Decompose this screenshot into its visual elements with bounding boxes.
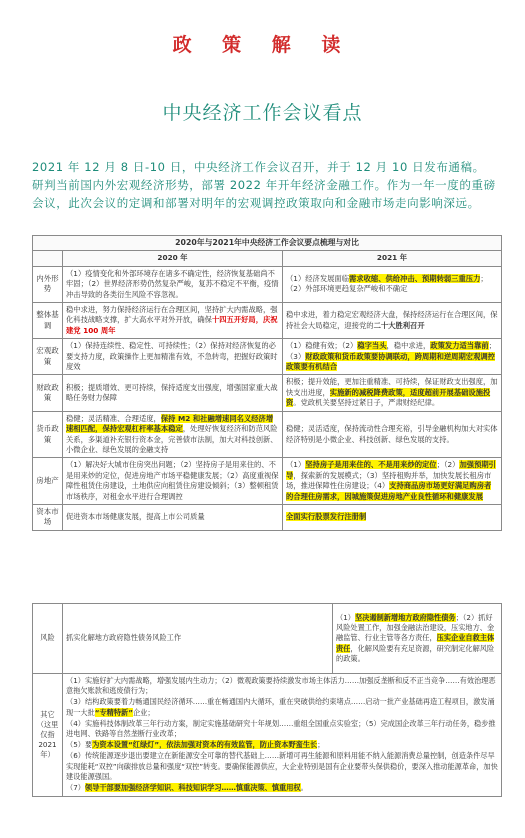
other-measures-list <box>63 674 502 797</box>
row-category: 财政政策 <box>33 375 63 411</box>
cell-2020: （1）解决好大城市住房突出问题；（2）坚持房子是用来住的、不是用来炒的定位，促进房地产市场平稳健康发展；（2）高度重视保障性租赁住房建设，土地供应向租赁住房建设倾斜；（3）整顿租赁市场秩序，对租金水平进行合理调控 <box>63 458 283 505</box>
table-row <box>33 604 502 674</box>
cell-2021: （1）稳健有效；（2）稳字当头，稳中求进，政策发力适当靠前；（3）财政政策和货币政策要协调联动，跨周期和逆周期宏观调控政策要有机结合 <box>283 339 502 375</box>
row-category: 风险 <box>33 604 63 674</box>
row-category: 其它（这里仅指 2021 年） <box>33 674 63 797</box>
row-category: 整体基调 <box>33 303 63 339</box>
table-row <box>33 266 502 302</box>
cell-2020: 稳中求进，努力保持经济运行在合理区间，坚持扩大内需战略，强化科技战略支撑，扩大高水平对外开放，确保十四五开好局，庆祝建党 100 周年 <box>63 303 283 339</box>
cell-2021: 稳健；灵活适度，保持流动性合理充裕，引导金融机构加大对实体经济特别是小微企业、科技创新、绿色发展的支持。 <box>283 411 502 458</box>
cell-2021: （1）坚决遏制新增地方政府隐性债务；（2）抓好风险处置工作，加强金融法治建设，压实地方、金融监管、行业主管等各方责任，压实企业自救主体责任，化解风险要有充足资源，研究制定化解风险的政策。 <box>333 604 502 674</box>
continued-table <box>32 603 502 797</box>
cell-2020: 促进资本市场健康发展，提高上市公司质量 <box>63 504 283 530</box>
table-row <box>33 504 502 530</box>
table-row <box>33 375 502 411</box>
list-item: （1）实施好扩大内需战略，增强发展内生动力；（2）微观政策要持续激发市场主体活力……加强反垄断和反不正当竞争……有效治理恶意拖欠账款和逃废债行为； <box>66 676 496 696</box>
table-corner <box>33 251 63 266</box>
list-item: （6）传统能源逐步退出要建立在新能源安全可靠的替代基础上……新增可再生能源和原料用能不纳入能源消费总量控制，创造条件尽早实现能耗“双控”向碳排放总量和强度“双控”转变。要确保能源供应，大企业特别是国有企业要带头保供稳价，要深入推动能源革命，加快建设能源强国。 <box>66 751 498 781</box>
article-title: 中央经济工作会议看点 <box>162 102 363 124</box>
row-category: 资本市场 <box>33 504 63 530</box>
cell-2020: 稳健；灵活精准、合理适度，保持 M2 和社融增速同名义经济增速相匹配，保持宏观杠杆率基本稳定，处理好恢复经济和防范风险关系，多渠道补充银行资本金，完善债市法制，加大对科技创新、小微企业、绿色发展的金融支持 <box>63 411 283 458</box>
list-item: （3）结构政策要着力畅通国民经济循环……重在畅通国内大循环，重在突破供给约束堵点……启动一批产业基础再造工程项目，激发涌现一大批“专精特新”企业； <box>66 697 495 717</box>
row-category: 货币政策 <box>33 411 63 458</box>
cell-2020: 积极；提质增效、更可持续，保持适度支出强度，增强国家重大战略任务财力保障 <box>63 375 283 411</box>
list-item: （4）实施科技体制改革三年行动方案，制定实施基础研究十年规划……重组全国重点实验室；（5）完成国企改革三年行动任务，稳步推进电网、铁路等自然垄断行业改革； <box>66 718 496 739</box>
table-row <box>33 339 502 375</box>
row-category: 宏观政策 <box>33 339 63 375</box>
cell-2021: （1）坚持房子是用来住的、不是用来炒的定位；（2）加强预期引导，探索新的发展模式；（3）坚持租购并举，加快发展长租房市场，推进保障性住房建设；（4）支持商品房市场更好满足购房者的合理住房需求，因城施策促进房地产业良性循环和健康发展 <box>283 458 502 505</box>
table-row <box>33 411 502 458</box>
row-category: 房地产 <box>33 458 63 505</box>
section-header: 政 策 解 读 <box>172 34 353 56</box>
cell-2021: 稳中求进，着力稳定宏观经济大盘，保持经济运行在合理区间，保持社会大局稳定，迎接党的二十大胜利召开 <box>283 303 502 339</box>
column-header-2020: 2020 年 <box>63 251 283 266</box>
table-row <box>33 674 502 797</box>
list-item: （7）领导干部要加强经济学知识、科技知识学习……慎重决策、慎重用权。 <box>66 783 308 793</box>
cell-2020: （1）疫情变化和外部环境存在诸多不确定性，经济恢复基础尚不牢固；（2）世界经济形势仍然复杂严峻，复苏不稳定不平衡，疫情冲击导致的各类衍生风险不容忽视。 <box>63 266 283 302</box>
row-category: 内外形势 <box>33 266 63 302</box>
cell-2021: 积极；提升效能，更加注重精准、可持续，保证财政支出强度，加快支出进度，实施新的减税降费政策，适度超前开展基础设施投资。党政机关要坚持过紧日子，严肃财经纪律。 <box>283 375 502 411</box>
list-item: （5）要为资本设置“红绿灯”，依法加强对资本的有效监管，防止资本野蛮生长； <box>66 740 325 750</box>
cell-2020: 抓实化解地方政府隐性债务风险工作 <box>63 604 333 674</box>
cell-2020: （1）保持连续性、稳定性、可持续性；（2）保持对经济恢复的必要支持力度，政策操作上更加精准有效，不急转弯，把握好政策时度效 <box>63 339 283 375</box>
column-header-2021: 2021 年 <box>283 251 502 266</box>
comparison-table <box>32 235 502 531</box>
article-intro: 2021 年 12 月 8 日-10 日，中央经济工作会议召开，并于 12 月 10 日发布通稿。研判当前国内外宏观经济形势，部署 2022 年开年经济金融工作。作为一年一度的重磅会议，此次会议的定调和部署对明年的宏观调控政策取向和金融市场走向影响深远。 <box>32 160 496 210</box>
cell-2021: （1）经济发展面临需求收缩、供给冲击、预期转弱三重压力；（2）外部环境更趋复杂严峻和不确定 <box>283 266 502 302</box>
cell-2021: 全面实行股票发行注册制 <box>283 504 502 530</box>
table-row <box>33 303 502 339</box>
table-row <box>33 458 502 505</box>
table-caption: 2020年与2021年中央经济工作会议要点梳理与对比 <box>33 236 502 251</box>
